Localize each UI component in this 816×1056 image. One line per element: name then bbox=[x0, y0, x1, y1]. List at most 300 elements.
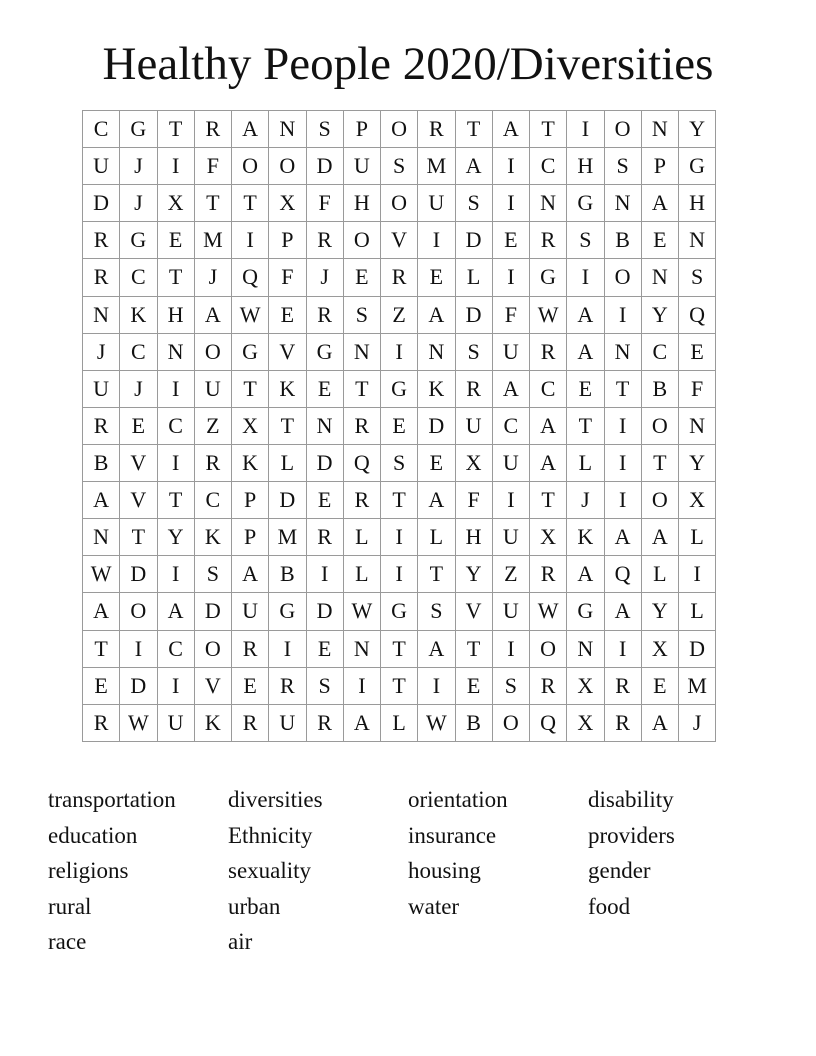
grid-cell: K bbox=[232, 444, 269, 481]
grid-cell: I bbox=[567, 111, 604, 148]
grid-cell: A bbox=[530, 407, 567, 444]
grid-cell: G bbox=[530, 259, 567, 296]
word-list-item: rural bbox=[48, 893, 92, 919]
grid-cell: I bbox=[381, 333, 418, 370]
word-list-item: disability bbox=[588, 787, 674, 812]
grid-cell: N bbox=[567, 630, 604, 667]
grid-cell: T bbox=[83, 630, 120, 667]
word-list-item: orientation bbox=[408, 787, 508, 812]
grid-cell: G bbox=[381, 593, 418, 630]
grid-cell: T bbox=[232, 185, 269, 222]
grid-cell: C bbox=[492, 407, 529, 444]
grid-cell: N bbox=[418, 333, 455, 370]
grid-cell: F bbox=[194, 148, 231, 185]
word-list-item: providers bbox=[588, 822, 675, 848]
grid-cell: G bbox=[381, 370, 418, 407]
grid-cell: T bbox=[120, 519, 157, 556]
word-list-item: education bbox=[48, 822, 138, 848]
grid-cell: G bbox=[232, 333, 269, 370]
grid-cell: R bbox=[530, 333, 567, 370]
grid-cell: A bbox=[418, 482, 455, 519]
grid-cell: J bbox=[306, 259, 343, 296]
grid-cell: A bbox=[604, 519, 641, 556]
grid-cell: O bbox=[604, 111, 641, 148]
word-list-item: food bbox=[588, 893, 631, 919]
grid-cell: O bbox=[381, 111, 418, 148]
grid-cell: M bbox=[418, 148, 455, 185]
grid-cell: W bbox=[83, 556, 120, 593]
grid-cell: R bbox=[232, 704, 269, 741]
grid-cell: N bbox=[641, 111, 678, 148]
grid-cell: N bbox=[83, 296, 120, 333]
grid-cell: T bbox=[455, 111, 492, 148]
grid-cell: N bbox=[306, 407, 343, 444]
grid-cell: U bbox=[492, 519, 529, 556]
grid-cell: R bbox=[604, 667, 641, 704]
grid-cell: C bbox=[157, 630, 194, 667]
grid-cell: E bbox=[269, 296, 306, 333]
grid-cell: R bbox=[530, 222, 567, 259]
grid-cell: R bbox=[306, 296, 343, 333]
grid-cell: I bbox=[567, 259, 604, 296]
grid-cell: S bbox=[604, 148, 641, 185]
grid-cell: X bbox=[679, 482, 716, 519]
word-column bbox=[48, 782, 176, 960]
grid-cell: R bbox=[455, 370, 492, 407]
grid-row bbox=[83, 148, 716, 185]
grid-cell: H bbox=[343, 185, 380, 222]
grid-cell: T bbox=[418, 556, 455, 593]
grid-cell: R bbox=[306, 222, 343, 259]
grid-cell: I bbox=[232, 222, 269, 259]
grid-cell: V bbox=[381, 222, 418, 259]
grid-cell: L bbox=[269, 444, 306, 481]
grid-cell: F bbox=[492, 296, 529, 333]
grid-cell: U bbox=[455, 407, 492, 444]
grid-cell: P bbox=[232, 519, 269, 556]
grid-cell: I bbox=[604, 630, 641, 667]
grid-cell: I bbox=[306, 556, 343, 593]
grid-cell: N bbox=[343, 333, 380, 370]
grid-row bbox=[83, 296, 716, 333]
grid-cell: A bbox=[232, 556, 269, 593]
grid-cell: T bbox=[269, 407, 306, 444]
grid-cell: C bbox=[157, 407, 194, 444]
grid-cell: U bbox=[83, 148, 120, 185]
grid-cell: O bbox=[641, 482, 678, 519]
grid-cell: E bbox=[641, 667, 678, 704]
grid-cell: D bbox=[83, 185, 120, 222]
grid-cell: H bbox=[157, 296, 194, 333]
grid-cell: K bbox=[418, 370, 455, 407]
grid-cell: U bbox=[492, 333, 529, 370]
grid-cell: R bbox=[381, 259, 418, 296]
grid-row bbox=[83, 630, 716, 667]
grid-cell: V bbox=[269, 333, 306, 370]
grid-cell: J bbox=[679, 704, 716, 741]
grid-cell: H bbox=[567, 148, 604, 185]
grid-cell: R bbox=[343, 407, 380, 444]
grid-cell: A bbox=[418, 296, 455, 333]
grid-cell: D bbox=[306, 593, 343, 630]
grid-cell: P bbox=[641, 148, 678, 185]
grid-row bbox=[83, 556, 716, 593]
grid-row bbox=[83, 407, 716, 444]
grid-cell: S bbox=[343, 296, 380, 333]
grid-cell: Z bbox=[194, 407, 231, 444]
grid-cell: A bbox=[492, 370, 529, 407]
grid-cell: L bbox=[567, 444, 604, 481]
grid-cell: W bbox=[530, 296, 567, 333]
grid-cell: E bbox=[641, 222, 678, 259]
grid-cell: I bbox=[381, 519, 418, 556]
grid-cell: O bbox=[492, 704, 529, 741]
grid-cell: S bbox=[381, 148, 418, 185]
grid-cell: C bbox=[120, 333, 157, 370]
grid-cell: A bbox=[567, 296, 604, 333]
word-list-item: religions bbox=[48, 858, 129, 884]
grid-cell: G bbox=[120, 111, 157, 148]
grid-cell: C bbox=[194, 482, 231, 519]
grid-cell: E bbox=[381, 407, 418, 444]
grid-cell: T bbox=[530, 111, 567, 148]
grid-row bbox=[83, 222, 716, 259]
grid-cell: N bbox=[604, 185, 641, 222]
grid-cell: S bbox=[194, 556, 231, 593]
grid-cell: I bbox=[492, 185, 529, 222]
grid-cell: D bbox=[306, 148, 343, 185]
word-list-item: transportation bbox=[48, 787, 176, 812]
grid-cell: N bbox=[157, 333, 194, 370]
grid-cell: U bbox=[83, 370, 120, 407]
grid-cell: A bbox=[530, 444, 567, 481]
grid-cell: O bbox=[641, 407, 678, 444]
grid-row bbox=[83, 333, 716, 370]
grid-cell: Z bbox=[381, 296, 418, 333]
grid-cell: P bbox=[269, 222, 306, 259]
grid-cell: M bbox=[194, 222, 231, 259]
grid-row bbox=[83, 667, 716, 704]
grid-row bbox=[83, 444, 716, 481]
grid-cell: A bbox=[157, 593, 194, 630]
grid-cell: C bbox=[641, 333, 678, 370]
grid-cell: R bbox=[306, 704, 343, 741]
grid-cell: G bbox=[269, 593, 306, 630]
grid-cell: F bbox=[455, 482, 492, 519]
grid-row bbox=[83, 259, 716, 296]
grid-cell: Y bbox=[641, 593, 678, 630]
grid-cell: Y bbox=[641, 296, 678, 333]
grid-cell: B bbox=[269, 556, 306, 593]
grid-row bbox=[83, 482, 716, 519]
grid-cell: N bbox=[604, 333, 641, 370]
grid-cell: X bbox=[157, 185, 194, 222]
grid-cell: V bbox=[194, 667, 231, 704]
grid-cell: R bbox=[530, 556, 567, 593]
grid-cell: S bbox=[306, 667, 343, 704]
grid-cell: E bbox=[679, 333, 716, 370]
grid-cell: U bbox=[492, 444, 529, 481]
grid-cell: H bbox=[455, 519, 492, 556]
grid-cell: R bbox=[418, 111, 455, 148]
grid-cell: R bbox=[83, 704, 120, 741]
grid-cell: R bbox=[83, 259, 120, 296]
word-list-item: diversities bbox=[228, 787, 323, 812]
grid-cell: Y bbox=[679, 111, 716, 148]
grid-row bbox=[83, 185, 716, 222]
grid-cell: B bbox=[641, 370, 678, 407]
grid-cell: R bbox=[306, 519, 343, 556]
grid-cell: T bbox=[604, 370, 641, 407]
grid-cell: A bbox=[492, 111, 529, 148]
grid-cell: R bbox=[194, 111, 231, 148]
grid-cell: I bbox=[343, 667, 380, 704]
grid-cell: D bbox=[418, 407, 455, 444]
word-list-item: urban bbox=[228, 893, 281, 919]
grid-cell: N bbox=[530, 185, 567, 222]
grid-row bbox=[83, 593, 716, 630]
grid-cell: Q bbox=[530, 704, 567, 741]
word-list-item: water bbox=[408, 893, 460, 919]
grid-cell: T bbox=[641, 444, 678, 481]
grid-cell: Q bbox=[679, 296, 716, 333]
grid-cell: K bbox=[194, 519, 231, 556]
grid-cell: I bbox=[492, 482, 529, 519]
grid-cell: J bbox=[567, 482, 604, 519]
grid-cell: C bbox=[530, 370, 567, 407]
grid-cell: L bbox=[641, 556, 678, 593]
grid-cell: S bbox=[492, 667, 529, 704]
grid-cell: I bbox=[604, 444, 641, 481]
grid-cell: Y bbox=[455, 556, 492, 593]
grid-cell: N bbox=[679, 407, 716, 444]
grid-cell: W bbox=[530, 593, 567, 630]
grid-cell: A bbox=[604, 593, 641, 630]
grid-cell: S bbox=[306, 111, 343, 148]
word-column bbox=[408, 782, 508, 924]
grid-row bbox=[83, 111, 716, 148]
grid-cell: O bbox=[530, 630, 567, 667]
word-search-grid bbox=[82, 110, 716, 742]
grid-cell: A bbox=[418, 630, 455, 667]
grid-cell: I bbox=[604, 407, 641, 444]
grid-cell: L bbox=[381, 704, 418, 741]
grid-cell: D bbox=[120, 556, 157, 593]
grid-cell: J bbox=[120, 370, 157, 407]
grid-cell: A bbox=[83, 593, 120, 630]
grid-cell: X bbox=[269, 185, 306, 222]
grid-cell: I bbox=[492, 259, 529, 296]
grid-row bbox=[83, 370, 716, 407]
grid-cell: I bbox=[418, 222, 455, 259]
grid-cell: D bbox=[306, 444, 343, 481]
grid-cell: E bbox=[157, 222, 194, 259]
grid-cell: P bbox=[232, 482, 269, 519]
grid-cell: R bbox=[604, 704, 641, 741]
grid-cell: G bbox=[567, 593, 604, 630]
grid-cell: L bbox=[679, 593, 716, 630]
grid-cell: G bbox=[567, 185, 604, 222]
grid-row bbox=[83, 519, 716, 556]
grid-cell: U bbox=[232, 593, 269, 630]
grid-cell: Z bbox=[492, 556, 529, 593]
grid-cell: T bbox=[567, 407, 604, 444]
grid-cell: B bbox=[83, 444, 120, 481]
word-list-item: air bbox=[228, 929, 253, 955]
grid-cell: W bbox=[120, 704, 157, 741]
grid-cell: A bbox=[567, 333, 604, 370]
grid-cell: D bbox=[455, 296, 492, 333]
grid-cell: I bbox=[604, 296, 641, 333]
grid-cell: R bbox=[83, 222, 120, 259]
grid-cell: S bbox=[567, 222, 604, 259]
grid-cell: M bbox=[269, 519, 306, 556]
grid-cell: C bbox=[83, 111, 120, 148]
grid-cell: V bbox=[120, 444, 157, 481]
grid-cell: A bbox=[641, 519, 678, 556]
grid-cell: X bbox=[455, 444, 492, 481]
grid-cell: T bbox=[157, 259, 194, 296]
grid-cell: A bbox=[232, 111, 269, 148]
grid-cell: K bbox=[194, 704, 231, 741]
grid-cell: E bbox=[492, 222, 529, 259]
grid-cell: T bbox=[530, 482, 567, 519]
grid-cell: F bbox=[679, 370, 716, 407]
grid-cell: R bbox=[269, 667, 306, 704]
grid-cell: T bbox=[381, 482, 418, 519]
grid-cell: N bbox=[343, 630, 380, 667]
word-list-item: sexuality bbox=[228, 858, 312, 884]
grid-cell: X bbox=[530, 519, 567, 556]
grid-cell: N bbox=[679, 222, 716, 259]
grid-cell: U bbox=[492, 593, 529, 630]
grid-cell: O bbox=[194, 333, 231, 370]
grid-cell: I bbox=[157, 667, 194, 704]
grid-cell: D bbox=[455, 222, 492, 259]
grid-cell: D bbox=[679, 630, 716, 667]
grid-cell: V bbox=[120, 482, 157, 519]
grid-cell: S bbox=[381, 444, 418, 481]
grid-cell: F bbox=[269, 259, 306, 296]
grid-cell: K bbox=[269, 370, 306, 407]
grid-cell: C bbox=[530, 148, 567, 185]
grid-cell: T bbox=[455, 630, 492, 667]
grid-cell: W bbox=[232, 296, 269, 333]
grid-cell: K bbox=[120, 296, 157, 333]
grid-cell: T bbox=[381, 667, 418, 704]
grid-cell: L bbox=[343, 556, 380, 593]
grid-cell: J bbox=[120, 148, 157, 185]
grid-cell: U bbox=[343, 148, 380, 185]
word-list-item: insurance bbox=[408, 822, 497, 848]
grid-cell: A bbox=[194, 296, 231, 333]
grid-cell: T bbox=[381, 630, 418, 667]
grid-cell: I bbox=[269, 630, 306, 667]
grid-cell: R bbox=[343, 482, 380, 519]
grid-cell: G bbox=[679, 148, 716, 185]
grid-cell: J bbox=[194, 259, 231, 296]
grid-row bbox=[83, 704, 716, 741]
grid-cell: R bbox=[194, 444, 231, 481]
grid-cell: E bbox=[418, 444, 455, 481]
grid-cell: A bbox=[567, 556, 604, 593]
grid-cell: S bbox=[418, 593, 455, 630]
grid-cell: U bbox=[269, 704, 306, 741]
grid-cell: I bbox=[157, 370, 194, 407]
grid-cell: D bbox=[269, 482, 306, 519]
grid-cell: E bbox=[120, 407, 157, 444]
grid-cell: O bbox=[381, 185, 418, 222]
grid-cell: R bbox=[83, 407, 120, 444]
grid-cell: M bbox=[679, 667, 716, 704]
grid-cell: G bbox=[306, 333, 343, 370]
grid-cell: O bbox=[120, 593, 157, 630]
grid-cell: O bbox=[194, 630, 231, 667]
grid-cell: E bbox=[83, 667, 120, 704]
grid-cell: X bbox=[567, 667, 604, 704]
grid-cell: E bbox=[567, 370, 604, 407]
grid-cell: D bbox=[194, 593, 231, 630]
grid-cell: Y bbox=[679, 444, 716, 481]
grid-cell: I bbox=[604, 482, 641, 519]
grid-cell: L bbox=[679, 519, 716, 556]
grid-cell: I bbox=[492, 148, 529, 185]
grid-cell: F bbox=[306, 185, 343, 222]
grid-cell: U bbox=[194, 370, 231, 407]
grid-cell: E bbox=[343, 259, 380, 296]
grid-cell: I bbox=[120, 630, 157, 667]
grid-cell: J bbox=[83, 333, 120, 370]
page-title: Healthy People 2020/Diversities bbox=[102, 38, 714, 90]
grid-cell: R bbox=[530, 667, 567, 704]
grid-cell: C bbox=[120, 259, 157, 296]
grid-cell: N bbox=[641, 259, 678, 296]
grid-cell: B bbox=[604, 222, 641, 259]
grid-cell: U bbox=[157, 704, 194, 741]
word-list-item: housing bbox=[408, 858, 481, 884]
grid-cell: O bbox=[269, 148, 306, 185]
grid-cell: J bbox=[120, 185, 157, 222]
grid-cell: V bbox=[455, 593, 492, 630]
word-list-item: gender bbox=[588, 858, 651, 884]
grid-cell: T bbox=[157, 482, 194, 519]
grid-cell: T bbox=[343, 370, 380, 407]
grid-cell: A bbox=[641, 185, 678, 222]
grid-cell: X bbox=[641, 630, 678, 667]
grid-cell: E bbox=[232, 667, 269, 704]
grid-cell: K bbox=[567, 519, 604, 556]
word-list-item: race bbox=[48, 929, 87, 955]
grid-cell: O bbox=[232, 148, 269, 185]
grid-cell: A bbox=[343, 704, 380, 741]
grid-cell: O bbox=[343, 222, 380, 259]
word-column bbox=[588, 782, 675, 924]
grid-cell: I bbox=[157, 556, 194, 593]
grid-cell: L bbox=[343, 519, 380, 556]
grid-cell: H bbox=[679, 185, 716, 222]
grid-cell: I bbox=[381, 556, 418, 593]
grid-cell: Q bbox=[604, 556, 641, 593]
grid-cell: S bbox=[679, 259, 716, 296]
grid-cell: N bbox=[269, 111, 306, 148]
grid-cell: T bbox=[232, 370, 269, 407]
grid-cell: O bbox=[604, 259, 641, 296]
grid-cell: Q bbox=[232, 259, 269, 296]
word-column bbox=[228, 782, 323, 960]
grid-cell: U bbox=[418, 185, 455, 222]
grid-cell: A bbox=[83, 482, 120, 519]
grid-cell: S bbox=[455, 333, 492, 370]
